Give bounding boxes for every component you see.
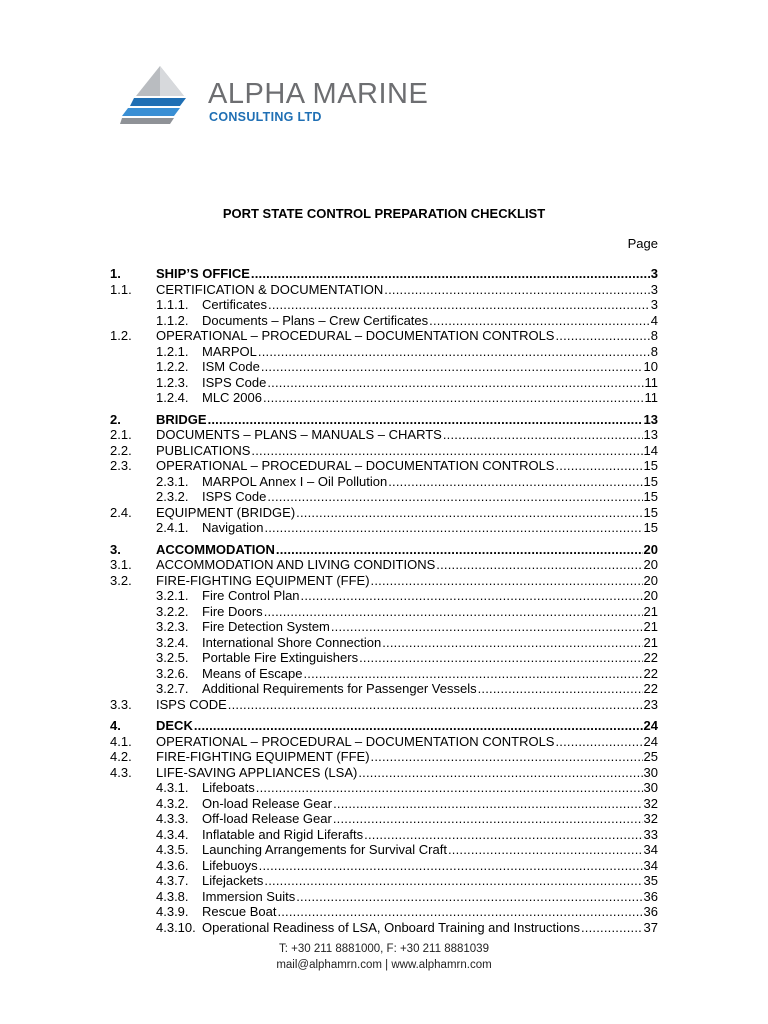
footer-contact: mail@alphamrn.com | www.alphamrn.com [276, 959, 492, 971]
toc-entry-title: MARPOL [202, 343, 257, 359]
toc-entry-number: 3.2.1. [156, 588, 189, 603]
toc-entry-number: 4.3.4. [156, 826, 189, 842]
toc-dot-leader [371, 573, 643, 589]
toc-entry-title: Fire Doors [202, 603, 263, 619]
toc-entry-page: 22 [643, 681, 658, 696]
toc-entry-number: 1.2. [110, 328, 132, 343]
toc-entry[interactable] [110, 697, 658, 713]
toc-entry-page: 20 [643, 588, 658, 603]
toc-dot-leader [264, 604, 643, 620]
toc-entry-title: Lifejackets [202, 873, 264, 888]
toc-entry-title: International Shore Connection [202, 634, 382, 650]
toc-entry-title: Lifebuoys [202, 857, 258, 873]
toc-dot-leader [581, 920, 643, 936]
toc-entry-page: 33 [643, 826, 658, 842]
toc-dot-leader [555, 734, 642, 750]
toc-entry[interactable] [110, 443, 658, 459]
toc-entry[interactable] [110, 390, 658, 406]
toc-entry-title: Fire Detection System [202, 619, 330, 634]
toc-entry-page: 21 [643, 634, 658, 650]
toc-entry[interactable] [110, 796, 658, 812]
toc-entry-title: Launching Arrangements for Survival Craft [202, 842, 447, 857]
toc-entry-page: 20 [643, 557, 658, 572]
toc-entry-page: 14 [643, 442, 658, 458]
toc-entry[interactable] [110, 520, 658, 536]
toc-entry[interactable] [110, 734, 658, 750]
toc-entry-page: 20 [643, 572, 658, 588]
toc-entry-title: On-load Release Gear [202, 795, 333, 811]
toc-entry[interactable] [110, 412, 658, 428]
toc-entry-number: 3.2.3. [156, 619, 189, 634]
toc-dot-leader [259, 858, 643, 874]
toc-entry[interactable] [110, 282, 658, 298]
toc-dot-leader [251, 443, 642, 459]
toc-entry-page: 15 [643, 489, 658, 504]
toc-dot-leader [359, 650, 642, 666]
toc-entry-number: 1.1. [110, 281, 132, 297]
toc-entry-number: 3.2.2. [156, 603, 189, 619]
toc-entry-number: 1.2.3. [156, 374, 189, 390]
toc-dot-leader [371, 749, 643, 765]
toc-entry[interactable] [110, 557, 658, 573]
toc-dot-leader [388, 474, 642, 490]
toc-entry-number: 2.4.1. [156, 520, 189, 535]
toc-entry-title: LIFE-SAVING APPLIANCES (LSA) [156, 764, 358, 780]
toc-entry-page: 10 [643, 359, 658, 374]
toc-dot-leader [267, 489, 642, 505]
toc-dot-leader [331, 619, 643, 635]
toc-dot-leader [555, 328, 649, 344]
toc-entry-page: 32 [643, 795, 658, 811]
toc-entry-page: 3 [650, 297, 658, 312]
toc-entry[interactable] [110, 811, 658, 827]
toc-entry-number: 4.3.3. [156, 811, 189, 826]
toc-entry-page: 3 [650, 281, 658, 297]
toc-entry-title: Documents – Plans – Crew Certificates [202, 312, 429, 328]
toc-entry[interactable] [110, 873, 658, 889]
toc-entry-number: 4.3.1. [156, 780, 189, 795]
toc-entry[interactable] [110, 505, 658, 521]
toc-dot-leader [478, 681, 643, 697]
toc-entry-number: 4.1. [110, 733, 132, 749]
toc-entry[interactable] [110, 542, 658, 558]
company-name: ALPHA MARINE [208, 78, 429, 110]
toc-entry-page: 25 [643, 749, 658, 764]
toc-entry-number: 2.3.1. [156, 473, 189, 489]
toc-entry-number: 2. [110, 411, 121, 427]
toc-entry-number: 3.2.7. [156, 681, 189, 696]
toc-entry-number: 2.4. [110, 504, 132, 520]
toc-entry-title: CERTIFICATION & DOCUMENTATION [156, 281, 384, 297]
toc-dot-leader [429, 313, 650, 329]
toc-entry-page: 23 [643, 696, 658, 712]
toc-dot-leader [443, 427, 643, 443]
toc-entry-page: 8 [650, 343, 658, 359]
toc-entry-title: Certificates [202, 297, 268, 312]
toc-dot-leader [256, 780, 643, 796]
toc-entry-number: 1.2.2. [156, 359, 189, 374]
toc-entry[interactable] [110, 635, 658, 651]
toc-entry-title: Fire Control Plan [202, 588, 300, 603]
toc-dot-leader [208, 412, 643, 428]
toc-dot-leader [364, 827, 642, 843]
toc-entry-title: Means of Escape [202, 665, 303, 681]
toc-dot-leader [384, 282, 650, 298]
toc-entry-page: 21 [643, 603, 658, 619]
toc-dot-leader [268, 297, 650, 313]
toc-entry[interactable] [110, 619, 658, 635]
toc-entry-page: 3 [650, 266, 658, 281]
toc-entry-number: 4.3.9. [156, 904, 189, 919]
toc-entry-page: 24 [643, 733, 658, 749]
toc-entry[interactable] [110, 266, 658, 282]
toc-entry-page: 8 [650, 328, 658, 343]
toc-entry[interactable] [110, 297, 658, 313]
toc-entry[interactable] [110, 889, 658, 905]
toc-entry-page: 24 [643, 718, 658, 733]
toc-entry[interactable] [110, 313, 658, 329]
toc-entry-page: 22 [643, 665, 658, 681]
toc-entry[interactable] [110, 328, 658, 344]
toc-entry-title: MLC 2006 [202, 390, 262, 405]
toc-dot-leader [333, 796, 642, 812]
toc-entry-page: 30 [643, 780, 658, 795]
toc-entry[interactable] [110, 359, 658, 375]
toc-dot-leader [194, 718, 643, 734]
toc-entry-title: ISPS Code [202, 489, 267, 504]
toc-entry[interactable] [110, 904, 658, 920]
toc-entry[interactable] [110, 604, 658, 620]
toc-dot-leader [258, 344, 650, 360]
toc-entry-number: 3.1. [110, 557, 132, 572]
toc-entry-number: 4.2. [110, 749, 132, 764]
toc-entry-title: BRIDGE [156, 411, 207, 427]
footer [0, 941, 768, 973]
toc-entry-number: 4.3.5. [156, 842, 189, 857]
toc-dot-leader [333, 811, 643, 827]
toc-entry[interactable] [110, 681, 658, 697]
toc-entry-number: 4.3.2. [156, 795, 189, 811]
toc-entry-title: ISPS CODE [156, 696, 227, 712]
toc-entry-page: 30 [643, 764, 658, 780]
toc-entry-title: Lifeboats [202, 780, 255, 795]
toc-dot-leader [228, 697, 643, 713]
toc-entry-number: 1.2.4. [156, 390, 189, 405]
toc-entry-number: 4.3.8. [156, 888, 189, 904]
company-logo [120, 66, 450, 130]
toc-entry[interactable] [110, 458, 658, 474]
toc-entry-page: 13 [643, 411, 658, 427]
toc-entry-number: 3.2.4. [156, 634, 189, 650]
footer-phone: T: +30 211 8881000, F: +30 211 8881039 [279, 943, 489, 955]
toc-entry-number: 4.3.7. [156, 873, 189, 888]
toc-entry-title: ACCOMMODATION [156, 541, 275, 557]
toc-entry-title: ACCOMMODATION AND LIVING CONDITIONS [156, 557, 436, 572]
toc-entry-number: 4.3.10. [156, 919, 196, 935]
toc-entry[interactable] [110, 920, 658, 936]
toc-entry[interactable] [110, 344, 658, 360]
toc-entry-title: Additional Requirements for Passenger Vessels [202, 681, 477, 696]
toc-entry[interactable] [110, 573, 658, 589]
toc-entry[interactable] [110, 765, 658, 781]
toc-entry-page: 36 [643, 888, 658, 904]
table-of-contents [110, 266, 658, 935]
toc-entry-number: 1. [110, 266, 121, 281]
toc-entry-title: Inflatable and Rigid Liferafts [202, 826, 364, 842]
toc-entry-page: 36 [643, 904, 658, 919]
toc-entry-page: 15 [643, 473, 658, 489]
toc-entry[interactable] [110, 749, 658, 765]
toc-entry-number: 2.3.2. [156, 489, 189, 504]
toc-entry-title: SHIP’S OFFICE [156, 266, 250, 281]
toc-entry-number: 3.2.6. [156, 665, 189, 681]
pyramid-logo-icon [120, 66, 202, 128]
toc-dot-leader [296, 505, 642, 521]
toc-entry-page: 34 [643, 857, 658, 873]
toc-entry-number: 4.3.6. [156, 857, 189, 873]
toc-entry-number: 2.3. [110, 458, 132, 473]
toc-dot-leader [251, 266, 650, 282]
toc-entry-title: Off-load Release Gear [202, 811, 332, 826]
toc-entry[interactable] [110, 827, 658, 843]
toc-entry-title: Immersion Suits [202, 888, 296, 904]
toc-dot-leader [555, 458, 642, 474]
toc-entry-page: 22 [643, 650, 658, 665]
toc-entry-title: OPERATIONAL – PROCEDURAL – DOCUMENTATION CONTROLS [156, 733, 555, 749]
toc-entry-title: OPERATIONAL – PROCEDURAL – DOCUMENTATION CONTROLS [156, 458, 555, 473]
toc-dot-leader [301, 588, 643, 604]
toc-entry-page: 32 [643, 811, 658, 826]
toc-entry[interactable] [110, 588, 658, 604]
toc-entry[interactable] [110, 842, 658, 858]
toc-entry-title: Navigation [202, 520, 264, 535]
toc-entry[interactable] [110, 666, 658, 682]
toc-entry-title: ISPS Code [202, 374, 267, 390]
toc-entry[interactable] [110, 780, 658, 796]
toc-entry-title: ISM Code [202, 359, 260, 374]
toc-dot-leader [277, 904, 642, 920]
toc-entry-title: FIRE-FIGHTING EQUIPMENT (FFE) [156, 572, 370, 588]
toc-entry-title: OPERATIONAL – PROCEDURAL – DOCUMENTATION CONTROLS [156, 328, 555, 343]
document-title: PORT STATE CONTROL PREPARATION CHECKLIST [222, 206, 546, 221]
page-column-label: Page [627, 236, 658, 251]
toc-entry[interactable] [110, 858, 658, 874]
toc-entry-page: 15 [643, 520, 658, 535]
toc-entry-page: 13 [643, 427, 658, 442]
toc-entry[interactable] [110, 650, 658, 666]
company-subtitle: CONSULTING LTD [209, 110, 322, 124]
toc-entry-number: 3.2.5. [156, 650, 189, 665]
toc-dot-leader [382, 635, 642, 651]
toc-entry-number: 1.1.2. [156, 312, 189, 328]
toc-entry-title: MARPOL Annex I – Oil Pollution [202, 473, 388, 489]
toc-dot-leader [264, 520, 642, 536]
toc-dot-leader [448, 842, 643, 858]
toc-dot-leader [276, 542, 643, 558]
toc-dot-leader [358, 765, 642, 781]
toc-entry[interactable] [110, 489, 658, 505]
toc-entry-title: EQUIPMENT (BRIDGE) [156, 504, 296, 520]
toc-entry-page: 37 [643, 919, 658, 935]
toc-dot-leader [264, 873, 642, 889]
toc-entry-number: 2.1. [110, 427, 132, 442]
toc-entry-number: 4.3. [110, 764, 132, 780]
toc-entry-title: Operational Readiness of LSA, Onboard Training and Instructions [202, 919, 580, 935]
toc-entry-number: 1.1.1. [156, 297, 189, 312]
toc-entry-page: 35 [643, 873, 658, 888]
toc-entry[interactable] [110, 427, 658, 443]
toc-entry-number: 3.3. [110, 696, 132, 712]
toc-entry[interactable] [110, 718, 658, 734]
toc-entry[interactable] [110, 375, 658, 391]
toc-entry-page: 15 [643, 458, 658, 473]
toc-entry-title: FIRE-FIGHTING EQUIPMENT (FFE) [156, 749, 370, 764]
toc-entry-title: DOCUMENTS – PLANS – MANUALS – CHARTS [156, 427, 442, 442]
toc-entry-number: 3. [110, 541, 121, 557]
toc-entry-title: Portable Fire Extinguishers [202, 650, 359, 665]
toc-entry-title: Rescue Boat [202, 904, 277, 919]
toc-entry[interactable] [110, 474, 658, 490]
toc-dot-leader [263, 390, 644, 406]
toc-dot-leader [296, 889, 642, 905]
toc-entry-page: 21 [643, 619, 658, 634]
toc-entry-number: 2.2. [110, 442, 132, 458]
toc-entry-page: 11 [644, 390, 658, 405]
toc-entry-page: 4 [650, 312, 658, 328]
toc-entry-number: 4. [110, 718, 121, 733]
toc-entry-page: 34 [643, 842, 658, 857]
toc-entry-number: 3.2. [110, 572, 132, 588]
toc-entry-title: DECK [156, 718, 193, 733]
toc-dot-leader [303, 666, 642, 682]
toc-entry-page: 15 [643, 504, 658, 520]
toc-entry-page: 20 [643, 541, 658, 557]
toc-entry-page: 11 [644, 374, 658, 390]
toc-dot-leader [267, 375, 643, 391]
toc-entry-number: 1.2.1. [156, 343, 189, 359]
toc-dot-leader [261, 359, 643, 375]
toc-dot-leader [436, 557, 642, 573]
toc-entry-title: PUBLICATIONS [156, 442, 251, 458]
